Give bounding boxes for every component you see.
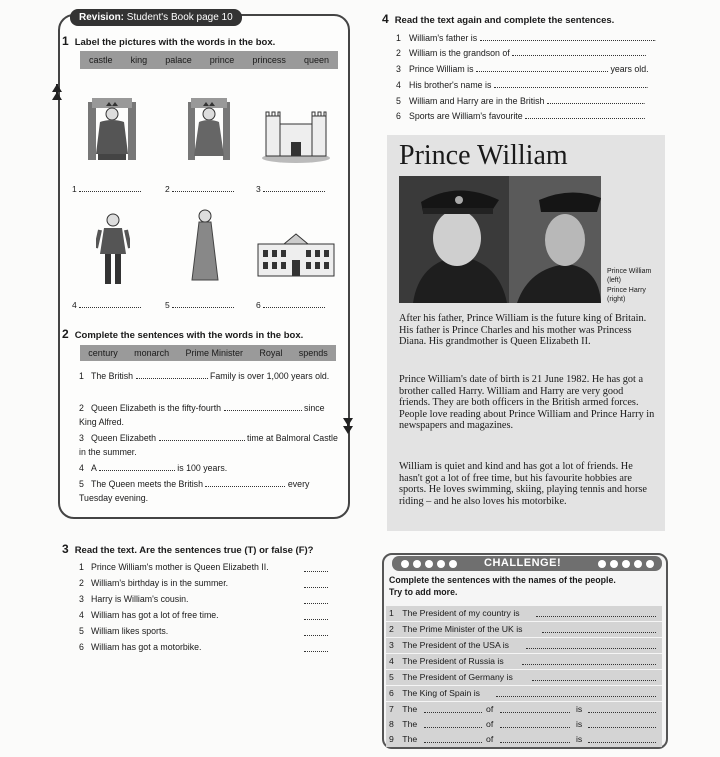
item-text: is (576, 704, 583, 714)
item-text: Sports are William's favourite (409, 111, 523, 121)
item-number: 6 (389, 688, 394, 698)
picture-number: 1 (72, 184, 77, 194)
item-number: 1 (389, 608, 394, 618)
dot-icon (437, 560, 445, 568)
word: palace (165, 55, 192, 65)
tf-answer-line[interactable] (304, 651, 328, 652)
ex4-item-2 (396, 46, 647, 58)
item-text: is (576, 719, 583, 729)
item-number: 4 (79, 463, 84, 473)
tf-answer-line[interactable] (304, 603, 328, 604)
ex1-heading (62, 34, 275, 48)
article-paragraph-2: Prince William's date of birth is 21 June 1982. He has got a brother called Harry. William and Harry are very good friends. They are both officers in the British armed forces. People love reading about Prince William and Prince Harry in newspapers and magazines. (399, 374, 655, 432)
ex3-heading (62, 542, 313, 556)
ex1-number: 1 (62, 34, 69, 48)
item-text: His brother's name is (409, 80, 492, 90)
item-text: is (576, 734, 583, 744)
picture-label-1 (72, 182, 141, 194)
item-text: The (402, 734, 418, 744)
item-number: 1 (79, 371, 84, 381)
picture-number: 6 (256, 300, 261, 310)
word: princess (252, 55, 286, 65)
tf-answer-line[interactable] (304, 571, 328, 572)
answer-line[interactable] (205, 477, 285, 487)
answer-line[interactable] (424, 742, 482, 743)
ex2-number: 2 (62, 327, 69, 341)
item-text: The King of Spain is (402, 688, 481, 698)
item-text: The President of the USA is (402, 640, 509, 650)
answer-line[interactable] (588, 712, 656, 713)
item-number: 6 (79, 642, 84, 652)
ex3-item-3 (79, 594, 188, 604)
picture-label-4 (72, 298, 141, 310)
challenge-instruction-line: Complete the sentences with the names of the people. (389, 575, 616, 585)
ex4-instruction: Read the text again and complete the sentences. (394, 15, 615, 26)
item-text: of (486, 704, 494, 714)
dot-icon (634, 560, 642, 568)
item-text: Prince William's mother is Queen Elizabeth II. (91, 562, 269, 572)
ex4-item-5 (396, 94, 645, 106)
caption-william: Prince William (left) (607, 268, 652, 284)
ex4-item-1 (396, 31, 656, 43)
word: century (88, 348, 118, 358)
article-paragraph-3: William is quiet and kind and has got a lot of friends. He hasn't got a lot of free time, but his favourite hobbies are sports. He loves swimming, skiing, playing tennis and horse riding – and he also loves his motorbike. (399, 461, 647, 507)
ex2-item-3 (79, 431, 341, 459)
ex2-heading (62, 327, 303, 341)
item-number: 6 (396, 111, 401, 121)
item-text: The Queen meets the British (91, 479, 203, 489)
item-text: William has got a lot of free time. (91, 610, 219, 620)
princess-picture (190, 208, 220, 284)
word: queen (303, 55, 329, 65)
ex3-item-2 (79, 578, 228, 588)
dot-icon (622, 560, 630, 568)
answer-line[interactable] (159, 431, 245, 441)
tf-answer-line[interactable] (304, 635, 328, 636)
challenge-row-4 (386, 654, 662, 669)
ex4-heading (382, 12, 614, 26)
word: castle (89, 55, 113, 65)
item-end: . (645, 80, 649, 90)
item-number: 2 (396, 48, 401, 58)
ex1-instruction: Label the pictures with the words in the box. (74, 37, 276, 48)
item-text: The Prime Minister of the UK is (402, 624, 523, 634)
item-text: The President of my country is (402, 608, 520, 618)
answer-line[interactable] (500, 742, 570, 743)
item-text: William's father is (409, 33, 478, 43)
ex3-item-1 (79, 562, 269, 572)
ex4-number: 4 (382, 12, 389, 26)
answer-line[interactable] (224, 401, 302, 411)
answer-line[interactable] (79, 182, 141, 192)
item-text: William has got a motorbike. (91, 642, 202, 652)
answer-line[interactable] (500, 727, 570, 728)
item-number: 5 (389, 672, 394, 682)
answer-line[interactable] (512, 46, 647, 58)
tf-answer-line[interactable] (304, 587, 328, 588)
prince-picture (96, 212, 130, 288)
answer-line[interactable] (480, 31, 657, 43)
ex2-instruction: Complete the sentences with the words in the box. (74, 330, 304, 341)
item-number: 2 (79, 578, 84, 588)
item-number: 8 (389, 719, 394, 729)
item-number: 4 (396, 80, 401, 90)
ex2-item-2 (79, 401, 341, 429)
item-number: 5 (396, 96, 401, 106)
item-text: William and Harry are in the British (409, 96, 545, 106)
answer-line[interactable] (542, 632, 656, 633)
ex3-item-5 (79, 626, 168, 636)
item-number: 3 (79, 594, 84, 604)
ex2-word-box (80, 345, 336, 361)
challenge-row-9 (386, 732, 662, 747)
item-text: time at Balmoral Castle in the summer. (79, 433, 338, 457)
dot-icon (598, 560, 606, 568)
word: king (130, 55, 148, 65)
challenge-row-1 (386, 606, 662, 621)
answer-line[interactable] (172, 182, 234, 192)
ex3-item-4 (79, 610, 219, 620)
ex1-word-box (80, 51, 338, 69)
item-text: Queen Elizabeth is the fifty-fourth (91, 403, 222, 413)
item-text: The British (91, 371, 134, 381)
answer-line[interactable] (99, 461, 175, 471)
ex2-item-1 (79, 369, 341, 383)
word: Prime Minister (185, 348, 243, 358)
item-text: A (91, 463, 97, 473)
challenge-row-6 (386, 686, 662, 701)
picture-label-6 (256, 298, 325, 310)
item-text: The (402, 719, 418, 729)
item-text: is 100 years. (177, 463, 228, 473)
item-number: 3 (396, 64, 401, 74)
ex4-item-4 (396, 78, 648, 90)
ex3-instruction: Read the text. Are the sentences true (T) or false (F)? (74, 545, 314, 556)
castle-picture (260, 106, 332, 164)
item-text: The (402, 704, 418, 714)
item-text: of (486, 719, 494, 729)
item-number: 2 (79, 403, 84, 413)
item-number: 3 (389, 640, 394, 650)
item-end: . (643, 111, 646, 121)
item-text: William is the grandson of (409, 48, 510, 58)
word: spends (298, 348, 328, 358)
answer-line[interactable] (500, 712, 570, 713)
item-text: since King Alfred. (79, 403, 325, 427)
challenge-instruction (389, 575, 616, 598)
ex3-item-6 (79, 642, 202, 652)
revision-text: Student's Book page 10 (126, 12, 233, 23)
ex4-item-3 (396, 62, 649, 74)
king-picture (84, 92, 140, 164)
item-text: The President of Russia is (402, 656, 504, 666)
challenge-row-5 (386, 670, 662, 685)
article-paragraph-1: After his father, Prince William is the future king of Britain. His father is Prince Charles and his mother was Princess Diana. His grandmother is Queen Elizabeth II. (399, 313, 647, 348)
princes-photo (399, 176, 601, 303)
item-text: William's birthday is in the summer. (91, 578, 229, 588)
answer-line[interactable] (476, 62, 608, 72)
answer-line[interactable] (588, 727, 656, 728)
caption-harry: Prince Harry (right) (607, 287, 646, 303)
item-end: . (642, 96, 646, 106)
item-end: years old. (610, 64, 649, 74)
answer-line[interactable] (525, 109, 646, 121)
dot-icon (401, 560, 409, 568)
challenge-title: CHALLENGE! (484, 557, 562, 569)
challenge-row-3 (386, 638, 662, 653)
answer-line[interactable] (526, 648, 656, 649)
picture-label-2 (165, 182, 234, 194)
challenge-instruction-line: Try to add more. (389, 586, 458, 597)
item-end: . (644, 48, 647, 58)
item-text: Family is over 1,000 years old. (209, 371, 330, 381)
item-text: of (486, 734, 494, 744)
answer-line[interactable] (536, 616, 656, 617)
ex3-number: 3 (62, 542, 69, 556)
item-text: Queen Elizabeth (91, 433, 157, 443)
answer-line[interactable] (522, 664, 656, 665)
answer-line[interactable] (496, 696, 656, 697)
word: prince (209, 55, 235, 65)
item-number: 5 (79, 479, 84, 489)
arrow-stem-2 (347, 418, 349, 432)
answer-line[interactable] (79, 298, 141, 308)
item-number: 3 (79, 433, 84, 443)
challenge-row-8 (386, 717, 662, 732)
ex4-item-6 (396, 109, 646, 121)
ex2-item-4 (79, 461, 341, 475)
item-number: 1 (396, 33, 401, 43)
word: monarch (134, 348, 170, 358)
challenge-row-7 (386, 702, 662, 717)
answer-line[interactable] (547, 94, 646, 106)
arrow-stem (56, 84, 58, 100)
item-number: 4 (79, 610, 84, 620)
dot-icon (646, 560, 654, 568)
item-text: The President of Germany is (402, 672, 513, 682)
palace-picture (256, 232, 336, 278)
answer-line[interactable] (424, 712, 482, 713)
picture-number: 4 (72, 300, 77, 310)
ex2-item-5 (79, 477, 341, 505)
answer-line[interactable] (136, 369, 208, 379)
item-number: 2 (389, 624, 394, 634)
revision-tab (70, 9, 242, 26)
item-text: William likes sports. (91, 626, 169, 636)
item-number: 4 (389, 656, 394, 666)
word: Royal (259, 348, 283, 358)
item-end: . (653, 33, 657, 43)
item-text: every Tuesday evening. (79, 479, 310, 503)
article-title: Prince William (399, 140, 568, 171)
answer-line[interactable] (494, 78, 649, 90)
queen-picture (186, 92, 232, 164)
answer-line[interactable] (532, 680, 656, 681)
dot-icon (425, 560, 433, 568)
answer-line[interactable] (263, 182, 325, 192)
item-number: 5 (79, 626, 84, 636)
picture-label-5 (165, 298, 234, 310)
item-text: Prince William is (409, 64, 474, 74)
answer-line[interactable] (263, 298, 325, 308)
dot-icon (449, 560, 457, 568)
answer-line[interactable] (424, 727, 482, 728)
picture-label-3 (256, 182, 325, 194)
item-number: 1 (79, 562, 84, 572)
picture-number: 2 (165, 184, 170, 194)
item-number: 9 (389, 734, 394, 744)
dot-icon (610, 560, 618, 568)
challenge-row-2 (386, 622, 662, 637)
tf-answer-line[interactable] (304, 619, 328, 620)
princes-photo-image (399, 176, 601, 303)
item-text: Harry is William's cousin. (91, 594, 189, 604)
revision-label: Revision: (79, 12, 125, 23)
dot-icon (413, 560, 421, 568)
answer-line[interactable] (172, 298, 234, 308)
answer-line[interactable] (588, 742, 656, 743)
picture-number: 3 (256, 184, 261, 194)
picture-number: 5 (165, 300, 170, 310)
item-number: 7 (389, 704, 394, 714)
